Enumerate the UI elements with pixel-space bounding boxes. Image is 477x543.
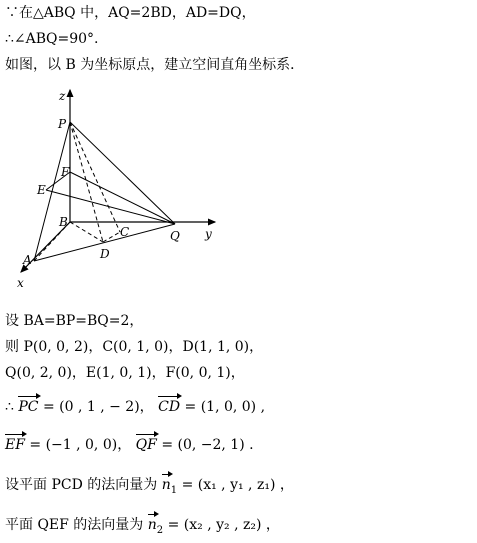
text-line-2: ∴∠ABQ=90°. <box>5 31 99 47</box>
vector-n1: n <box>161 477 171 493</box>
label-E: E <box>37 183 46 197</box>
text-line-7 <box>5 398 265 416</box>
label-F: F <box>61 165 70 179</box>
vector-EF: EF <box>5 437 25 453</box>
vector-n2: n <box>147 517 157 533</box>
text-line-10 <box>5 516 280 540</box>
edge-PD <box>70 122 103 242</box>
n2-subscript: 2 <box>156 524 164 536</box>
normal-n1-prefix: 设平面 PCD 的法向量为 <box>5 477 162 493</box>
text-line-4: 设 BA=BP=BQ=2， <box>5 313 144 329</box>
n1-subscript: 1 <box>170 484 178 496</box>
label-Q: Q <box>170 229 180 243</box>
vector-PC: PC <box>18 399 39 415</box>
label-D: D <box>100 247 110 261</box>
label-A: A <box>23 253 32 267</box>
vector-QF-value: = (0, −2, 1) . <box>161 437 254 453</box>
text-line-3: 如图，以 B 为坐标原点，建立空间直角坐标系． <box>5 57 305 73</box>
normal-n2-value: = (x₂ , y₂ , z₂) ， <box>167 517 280 533</box>
label-z: z <box>59 89 66 103</box>
edge-PC <box>70 122 120 232</box>
therefore-prefix: ∴ <box>5 399 19 415</box>
text-line-1: ∵在△ABQ 中，AQ=2BD，AD=DQ， <box>5 5 256 21</box>
text-line-8 <box>5 436 254 454</box>
label-x: x <box>17 276 24 290</box>
text-line-6: Q(0, 2, 0)，E(1, 0, 1)，F(0, 0, 1)， <box>5 365 245 381</box>
text-line-5: 则 P(0, 0, 2)，C(0, 1, 0)，D(1, 1, 0)， <box>5 339 264 355</box>
text-line-9 <box>5 476 294 500</box>
vector-CD: CD <box>158 399 181 415</box>
vector-CD-value: = (1, 0, 0) , <box>184 399 266 415</box>
coordinate-figure <box>0 82 230 297</box>
edge-PQ <box>70 122 175 224</box>
label-B: B <box>59 215 68 229</box>
normal-n1-value: = (x₁ , y₁ , z₁) ， <box>181 477 294 493</box>
normal-n2-prefix: 平面 QEF 的法向量为 <box>5 517 148 533</box>
label-P: P <box>58 117 67 131</box>
label-C: C <box>120 225 130 239</box>
label-y: y <box>205 227 212 241</box>
vector-PC-value: = (0 , 1 , − 2)， <box>42 399 154 415</box>
vector-QF: QF <box>135 437 157 453</box>
vector-EF-value: = (−1 , 0, 0)， <box>29 437 132 453</box>
